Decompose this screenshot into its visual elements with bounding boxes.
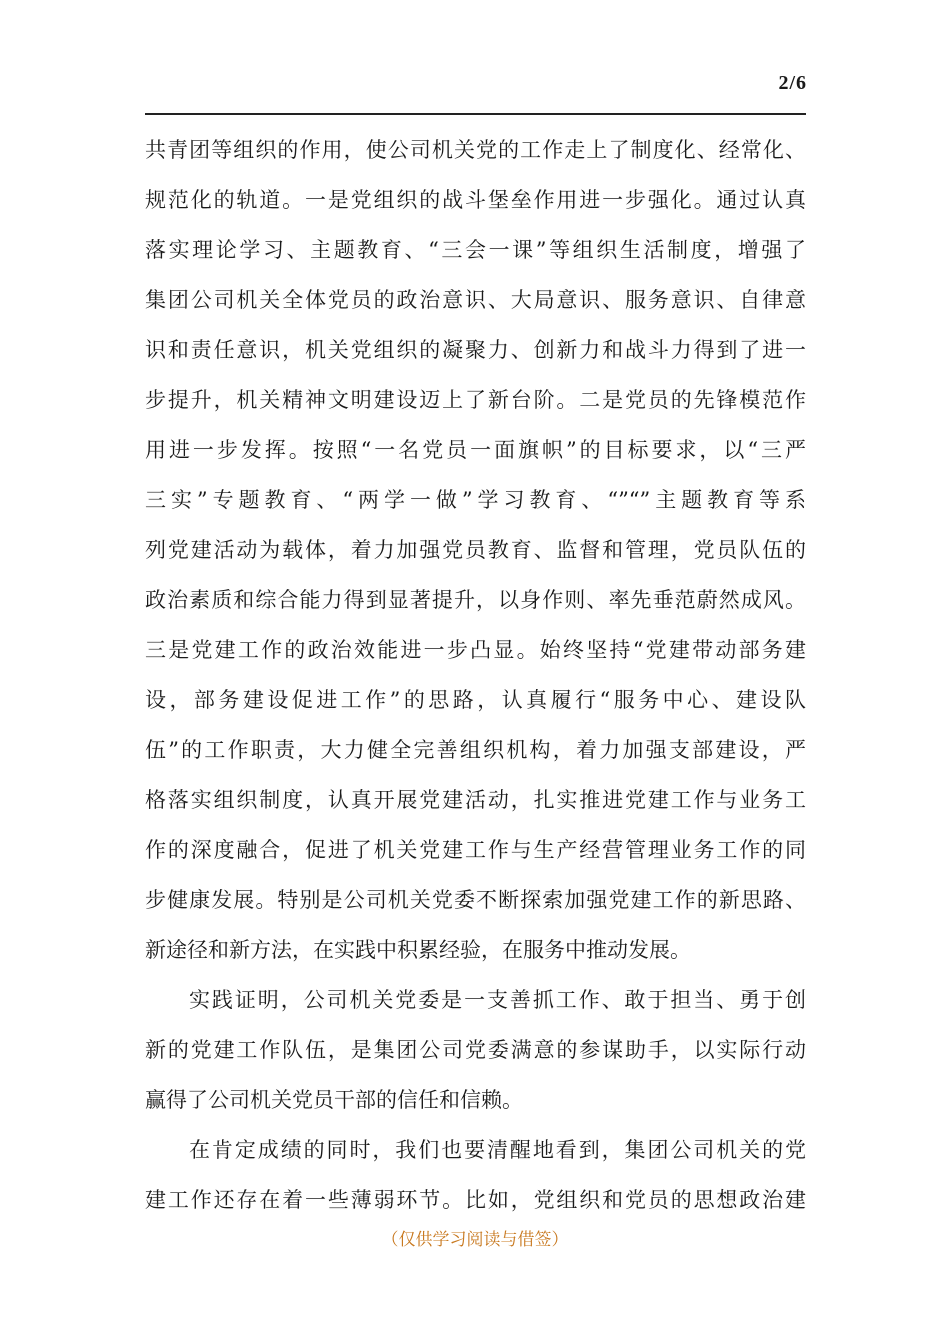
text-line: 三是党建工作的政治效能进一步凸显。始终坚持“党建带动部务建: [145, 638, 806, 662]
text-line: 落实理论学习、主题教育、“三会一课”等组织生活制度，增强了: [145, 238, 806, 262]
document-body: [145, 125, 806, 1225]
text-line: 步提升，机关精神文明建设迈上了新台阶。二是党员的先锋模范作: [145, 388, 806, 412]
footer-disclaimer: （仅供学习阅读与借签）: [381, 1230, 569, 1250]
text-line: 格落实组织制度，认真开展党建活动，扎实推进党建工作与业务工: [145, 788, 806, 812]
text-line: 伍”的工作职责，大力健全完善组织机构，着力加强支部建设，严: [145, 738, 806, 762]
page-number: 2/6: [778, 72, 807, 94]
header-divider: [145, 113, 806, 115]
text-line: 规范化的轨道。一是党组织的战斗堡垒作用进一步强化。通过认真: [145, 188, 806, 212]
text-line: 作的深度融合，促进了机关党建工作与生产经营管理业务工作的同: [145, 838, 806, 862]
text-line: 建工作还存在着一些薄弱环节。比如，党组织和党员的思想政治建: [145, 1188, 806, 1212]
text-line: 新的党建工作队伍，是集团公司党委满意的参谋助手，以实际行动: [145, 1038, 806, 1062]
text-line: 新途径和新方法，在实践中积累经验，在服务中推动发展。: [145, 938, 691, 962]
text-line: 共青团等组织的作用，使公司机关党的工作走上了制度化、经常化、: [145, 138, 806, 162]
paragraph-start-line: 实践证明，公司机关党委是一支善抓工作、敢于担当、勇于创: [189, 988, 806, 1012]
text-line: 赢得了公司机关党员干部的信任和信赖。: [145, 1088, 523, 1112]
text-line: 三实”专题教育、“两学一做”学习教育、“”“”主题教育等系: [145, 488, 806, 512]
text-line: 集团公司机关全体党员的政治意识、大局意识、服务意识、自律意: [145, 288, 806, 312]
text-line: 政治素质和综合能力得到显著提升，以身作则、率先垂范蔚然成风。: [145, 588, 806, 612]
paragraph-start-line: 在肯定成绩的同时，我们也要清醒地看到，集团公司机关的党: [189, 1138, 806, 1162]
text-line: 列党建活动为载体，着力加强党员教育、监督和管理，党员队伍的: [145, 538, 806, 562]
text-line: 设，部务建设促进工作”的思路，认真履行“服务中心、建设队: [145, 688, 806, 712]
text-line: 识和责任意识，机关党组织的凝聚力、创新力和战斗力得到了进一: [145, 338, 806, 362]
text-line: 用进一步发挥。按照“一名党员一面旗帜”的目标要求，以“三严: [145, 438, 806, 462]
text-line: 步健康发展。特别是公司机关党委不断探索加强党建工作的新思路、: [145, 888, 806, 912]
